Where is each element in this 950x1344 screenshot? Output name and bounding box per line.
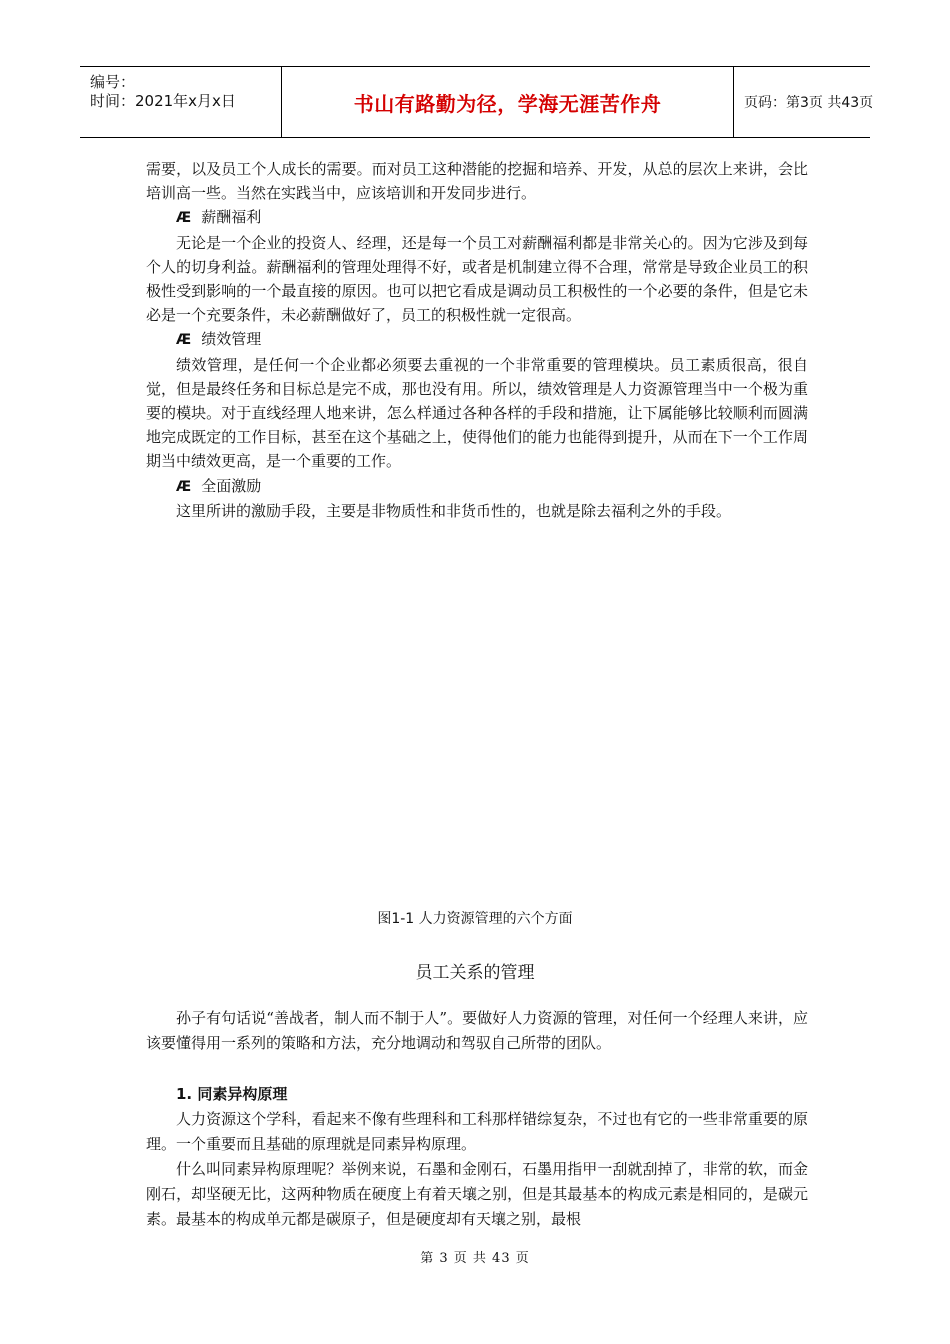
paragraph-salary: 无论是一个企业的投资人、经理，还是每一个员工对薪酬福利都是非常关心的。因为它涉及到每个人的切身利益。薪酬福利的管理处理得不好，或者是机制建立得不合理，常常是导致企业员工的积极性受到影响的一个最直接的原因。也可以把它看成是调动员工积极性的一个必要的条件，但是它未必是一个充要条件，未必薪酬做好了，员工的积极性就一定很高。 — [146, 233, 808, 325]
section-content — [146, 1006, 808, 1232]
paragraph-intro: 需要，以及员工个人成长的需要。而对员工这种潜能的挖掘和培养、开发，从总的层次上来讲，会比培训高一些。当然在实践当中，应该培训和开发同步进行。 — [146, 160, 808, 203]
figure-caption: 图1-1 人力资源管理的六个方面 — [377, 911, 573, 927]
bullet-mark: Æ — [176, 210, 192, 227]
paragraph-what: 什么叫同素异构原理呢？举例来说，石墨和金刚石，石墨用指甲一刮就刮掉了，非常的软，而金刚石，却坚硬无比，这两种物质在硬度上有着天壤之别，但是其最基本的构成元素是相同的，是碳元素。最基本的构成单元都是碳原子，但是硬度却有天壤之别，最根 — [146, 1160, 808, 1228]
main-content — [146, 157, 808, 523]
header-meta — [80, 67, 282, 137]
bullet-mark: Æ — [176, 478, 192, 495]
bullet-incentive — [176, 474, 808, 499]
paragraph-sunzi: 孙子有句话说“善战者，制人而不制于人”。要做好人力资源的管理，对任何一个经理人来讲，应该要懂得用一系列的策略和方法，充分地调动和驾驭自己所带的团队。 — [146, 1009, 808, 1052]
bullet-performance — [176, 327, 808, 352]
date-text: 时间：2021年x月x日 — [90, 92, 236, 110]
paragraph-performance: 绩效管理，是任何一个企业都必须要去重视的一个非常重要的管理模块。员工素质很高，很自觉，但是最终任务和目标总是完不成，那也没有用。所以，绩效管理是人力资源管理当中一个极为重要的模块。对于直线经理人地来讲，怎么样通过各种各样的手段和措施，让下属能够比较顺利而圆满地完成既定的工作目标，甚至在这个基础之上，使得他们的能力也能得到提升，从而在下一个工作周期当中绩效更高，是一个重要的工作。 — [146, 355, 808, 471]
code-label: 编号： — [90, 73, 136, 91]
page-header — [80, 66, 874, 138]
subheading: 1. 同素异构原理 — [176, 1085, 288, 1103]
page-footer: 第 3 页 共 43 页 — [420, 1251, 530, 1266]
paragraph-incentive: 这里所讲的激励手段，主要是非物质性和非货币性的，也就是除去福利之外的手段。 — [176, 501, 732, 520]
section-title: 员工关系的管理 — [415, 963, 535, 983]
header-page-info: 页码：第3页 共43页 — [744, 95, 874, 111]
bullet-mark: Æ — [176, 332, 192, 349]
header-motto: 书山有路勤为径，学海无涯苦作舟 — [282, 67, 734, 137]
bullet-salary — [176, 205, 808, 230]
paragraph-hr: 人力资源这个学科，看起来不像有些理科和工科那样错综复杂，不过也有它的一些非常重要的原理。一个重要而且基础的原理就是同素异构原理。 — [146, 1110, 808, 1153]
bullet-label: 绩效管理 — [201, 330, 262, 349]
bullet-label: 薪酬福利 — [201, 208, 262, 227]
bullet-label: 全面激励 — [201, 476, 262, 495]
